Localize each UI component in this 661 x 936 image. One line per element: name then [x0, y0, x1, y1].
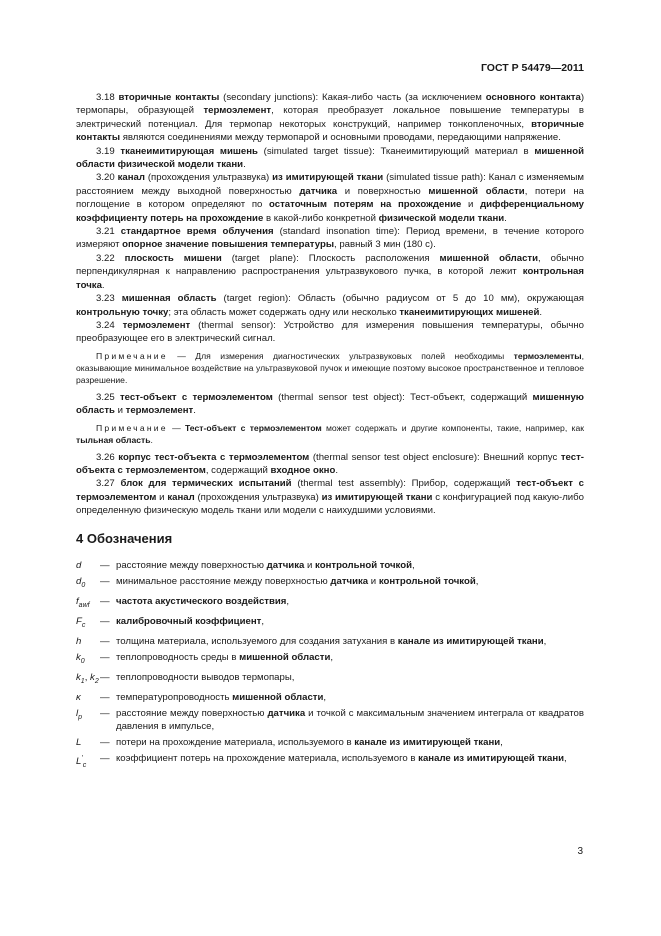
term: мишенную область — [76, 391, 584, 417]
text-run: , которая преобразует локальное повышение температуры в электрический потенциал. Для термопар некоторых конструкций, например тонкопленочных, — [76, 105, 584, 130]
term: мишенная область — [121, 293, 217, 305]
text-run: 3.26 — [96, 451, 119, 463]
definition-paragraph — [76, 477, 584, 517]
term: тест-объект с термоэлементом — [119, 391, 273, 403]
term: калибровочный коэффициент — [116, 615, 262, 627]
term: тканеимитирующих мишеней — [399, 306, 540, 318]
text-run: может содержать и другие компоненты, такие, например, как — [321, 422, 585, 433]
symbol-row — [76, 671, 584, 688]
term: термоэлемент — [125, 405, 194, 417]
symbol-description — [116, 736, 584, 749]
term: стандартное время облучения — [120, 226, 274, 238]
symbol-row — [76, 736, 584, 749]
symbol-row — [76, 595, 584, 612]
symbol: $d_0$ — [76, 575, 86, 589]
term: канал — [117, 172, 145, 184]
text-run: — Для измерения диагностических ультразвуковых полей необходимы — [167, 350, 514, 361]
symbol-description — [116, 635, 584, 648]
term: датчика — [299, 185, 338, 197]
section-title: 4 Обозначения — [76, 530, 173, 546]
symbol-description — [116, 595, 584, 608]
text-run: ; эта область может содержать одну или несколько — [168, 306, 400, 318]
symbol: $L'_c$ — [76, 754, 87, 769]
note-paragraph — [76, 350, 584, 386]
text-run: , — [500, 736, 503, 748]
dash: — — [100, 651, 110, 663]
text-run: и — [114, 405, 126, 417]
text-run: . — [504, 212, 507, 224]
term: канале из имитирующей ткани — [397, 635, 544, 647]
symbol: $F_c$ — [76, 615, 86, 629]
term: мишенной области — [239, 651, 331, 663]
term: термоэлементы — [513, 350, 582, 361]
note-label: Примечание — [96, 350, 168, 361]
symbol-row — [76, 635, 584, 648]
term: контрольной точкой — [315, 559, 412, 571]
text-run: , — [330, 651, 334, 663]
text-run: теплопроводность среды в — [116, 651, 240, 663]
term: датчика — [330, 575, 369, 587]
text-run: (simulated tissue path): Канал с изменяемым расстоянием между выходной поверхностью — [76, 172, 585, 197]
definition-paragraph — [76, 145, 584, 172]
text-run: 3.21 — [96, 226, 121, 238]
symbol-row — [76, 575, 584, 592]
term: Тест-объект с термоэлементом — [184, 422, 322, 433]
text-run: (target plane): Плоскость расположения — [221, 252, 440, 264]
text-run: (thermal sensor test object): Тест-объект, содержащий — [272, 391, 533, 403]
definition-paragraph — [76, 391, 584, 418]
text-run: 3.24 — [96, 319, 123, 331]
text-run: (standard insonation time): Период времени, в течение которого измеряют — [76, 226, 584, 251]
definition-paragraph — [76, 171, 584, 225]
text-run: (simulated target tissue): Тканеимитирующий материал в — [257, 145, 535, 157]
symbol: h — [76, 635, 82, 647]
text-run: толщина материала, используемого для создания затухания в — [116, 635, 398, 647]
text-run: . — [101, 279, 105, 291]
text-run: . — [335, 464, 338, 476]
symbol-description — [116, 752, 584, 765]
text-run: и — [304, 559, 316, 571]
term: остаточным потерям на прохождение — [269, 199, 462, 211]
term: канале из имитирующей ткани — [418, 752, 565, 764]
text-run: теплопроводности выводов термопары, — [116, 671, 295, 683]
document-body — [76, 91, 584, 775]
symbol: $k_1$, $k_2$ — [76, 671, 99, 685]
term: тканеимитирующая мишень — [120, 145, 258, 157]
definition-paragraph — [76, 292, 584, 319]
definition-paragraph — [76, 91, 584, 145]
symbol-row — [76, 707, 584, 734]
term: плоскость мишени — [124, 252, 222, 264]
text-run: (прохождения ультразвука) — [194, 491, 322, 503]
dash: — — [100, 736, 110, 748]
symbol: $f_{awf}$ — [76, 595, 90, 609]
text-run: коэффициент потерь на прохождение материала, используемого в — [116, 752, 419, 764]
text-run: , — [286, 595, 290, 607]
text-run: потери на прохождение материала, используемого в — [116, 736, 355, 748]
text-run: являются соединениями между термопарой и основными проводами, передающими напряжение. — [120, 132, 561, 144]
term: основного контакта — [485, 92, 581, 103]
term: термоэлемент — [122, 319, 191, 331]
term: вторичные контакты — [76, 118, 584, 144]
term: канал — [167, 491, 195, 503]
symbol: d — [76, 559, 82, 571]
document-id: ГОСТ Р 54479—2011 — [480, 62, 584, 74]
term: входное окно — [270, 464, 336, 476]
text-run: (прохождения ультразвука) — [144, 172, 273, 184]
text-run: , оказывающие минимальное воздействие на ультразвуковой пучок и имеющие поэтому высокое пространственное и тепловое разрешение. — [76, 350, 584, 385]
text-run: (thermal test assembly): Прибор, содержащий — [291, 478, 517, 490]
dash: — — [100, 671, 110, 683]
definitions-list — [76, 91, 584, 518]
term: из имитирующей ткани — [272, 172, 384, 184]
term: вторичные контакты — [118, 92, 220, 103]
symbol-description — [116, 691, 584, 704]
text-run: (thermal sensor test object enclosure): Внешний корпус — [309, 451, 561, 463]
term: тест-объект с термоэлементом — [76, 478, 584, 503]
symbol: $k_0$ — [76, 651, 85, 665]
text-run: , потери на поглощение в котором определяют по — [76, 185, 584, 211]
symbol: $l_p$ — [76, 707, 83, 721]
symbol-description — [116, 559, 584, 572]
dash: — — [100, 615, 110, 627]
term: датчика — [266, 559, 305, 571]
definition-paragraph — [76, 225, 584, 252]
dash: — — [100, 707, 110, 719]
term: опорное значение повышения температуры — [122, 239, 335, 251]
symbol-description — [116, 671, 584, 684]
text-run: , — [411, 559, 415, 571]
dash: — — [100, 559, 110, 571]
term: тыльная область — [76, 434, 151, 445]
symbol-row — [76, 691, 584, 704]
text-run: (thermal sensor): Устройство для измерения повышения температуры, обычно преобразующее его в электрический сигнал. — [76, 319, 584, 345]
symbol: L — [76, 736, 82, 748]
text-run: , — [543, 635, 547, 647]
term: мишенной области — [232, 691, 324, 703]
text-run: и точкой с максимальным значением интеграла от квадратов давления в импульсе, — [116, 707, 584, 732]
symbols-list — [76, 559, 584, 772]
text-run: и — [461, 199, 481, 211]
term: корпус тест-объекта с термоэлементом — [118, 451, 310, 463]
symbol-row — [76, 651, 584, 668]
text-run: и поверхностью — [337, 185, 429, 197]
text-run: и — [156, 491, 168, 503]
text-run: 3.18 — [96, 92, 119, 103]
text-run: (target region): Область (обычно радиусом от 5 до 10 мм), окружающая — [216, 293, 584, 305]
symbol-description — [116, 707, 584, 734]
term: мишенной области — [428, 185, 525, 197]
text-run: ) термопары, образующей — [76, 92, 585, 117]
text-run: и — [368, 575, 379, 587]
text-run: в какой-либо конкретной — [263, 212, 379, 224]
symbol-description — [116, 575, 584, 588]
text-run: с конфигурацией под какую-либо определенную физическую модель ткани или модели с наихудшими условиями. — [76, 491, 584, 517]
dash: — — [100, 752, 110, 764]
text-run: , обычно перпендикулярная к направлению распространения ультразвукового пучка, в которой лежит — [76, 252, 585, 278]
term: мишенной области — [439, 252, 539, 264]
term: дифференциальному коэффициенту потерь на прохождение — [76, 199, 584, 224]
dash: — — [100, 595, 110, 607]
term: физической модели ткани — [378, 212, 505, 224]
term: из имитирующей ткани — [321, 491, 433, 503]
symbol-row — [76, 615, 584, 632]
text-run: 3.19 — [96, 145, 121, 157]
term: контрольной точкой — [378, 575, 476, 587]
text-run: . — [539, 306, 543, 318]
symbol-row — [76, 559, 584, 572]
definition-paragraph — [76, 451, 584, 478]
text-run: . — [243, 159, 246, 171]
text-run: температуропроводность — [116, 691, 233, 703]
term: термоэлемент — [203, 105, 272, 117]
dash: — — [100, 575, 110, 587]
term: контрольная точка — [76, 266, 584, 291]
term: блок для термических испытаний — [120, 478, 292, 490]
term: контрольную точку — [76, 306, 169, 318]
note-paragraph — [76, 422, 584, 446]
text-run: , — [261, 615, 264, 627]
page-number: 3 — [577, 846, 583, 857]
text-run: , — [475, 575, 479, 587]
text-run: 3.23 — [96, 293, 122, 305]
text-run: . — [150, 434, 153, 445]
text-run: — — [167, 422, 185, 433]
text-run: , — [323, 691, 327, 703]
text-run: минимальное расстояние между поверхностью — [116, 575, 331, 587]
note-label: Примечание — [96, 422, 168, 433]
term: частота акустического воздействия — [116, 595, 287, 607]
text-run: 3.25 — [96, 391, 120, 403]
term: датчика — [267, 707, 306, 719]
symbol-row — [76, 752, 584, 773]
term: тест-объекта с термоэлементом — [76, 451, 584, 476]
text-run: . — [193, 405, 196, 417]
text-run: расстояние между поверхностью — [116, 559, 267, 571]
text-run: , — [564, 752, 567, 764]
text-run: (secondary junctions): Какая-либо часть (за исключением — [219, 92, 486, 103]
symbol-description — [116, 651, 584, 664]
term: мишенной области физической модели ткани — [76, 145, 584, 171]
text-run: , равный 3 мин (180 с). — [334, 239, 436, 251]
symbol-description — [116, 615, 584, 628]
text-run: 3.27 — [96, 478, 121, 490]
definition-paragraph — [76, 252, 584, 292]
text-run: расстояние между поверхностью — [116, 707, 268, 719]
text-run: 3.22 — [96, 252, 125, 264]
term: канале из имитирующей ткани — [354, 736, 501, 748]
text-run: 3.20 — [96, 172, 118, 184]
dash: — — [100, 691, 110, 703]
dash: — — [100, 635, 110, 647]
symbol: κ — [76, 691, 81, 703]
text-run: , содержащий — [205, 464, 271, 476]
definition-paragraph — [76, 319, 584, 346]
